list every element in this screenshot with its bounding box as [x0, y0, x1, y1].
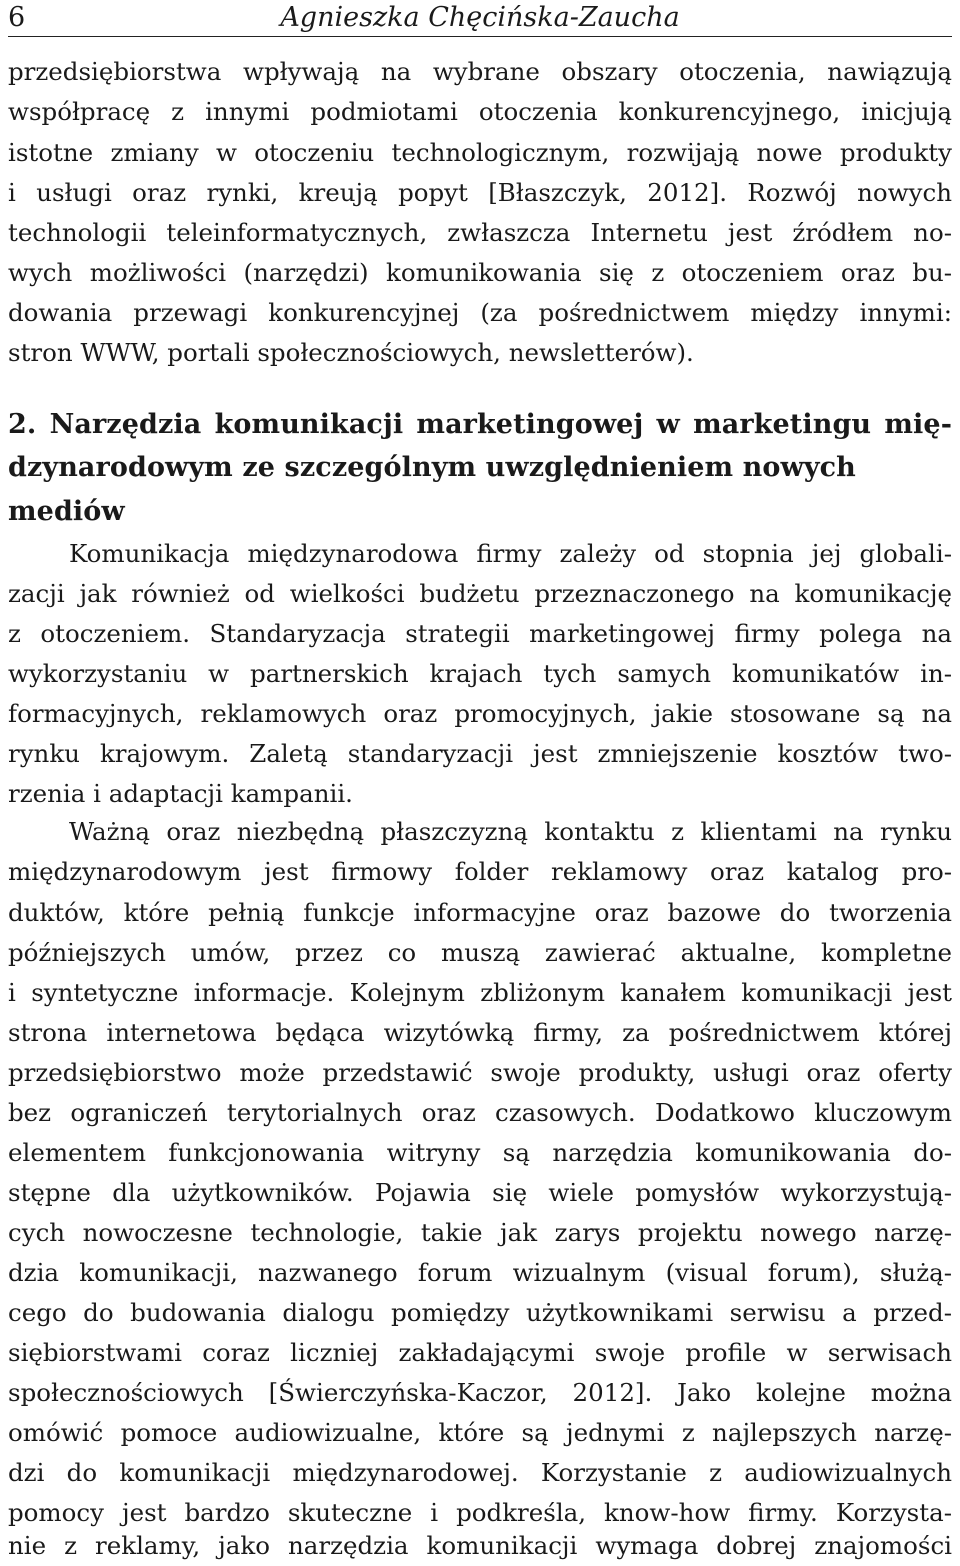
text-line: pomocy jest bardzo skuteczne i podkreśla, know-how firmy. Korzysta- [8, 1498, 952, 1527]
text-line: wykorzystaniu w partnerskich krajach tych samych komunikatów in- [8, 659, 952, 688]
running-header [8, 0, 952, 40]
text-line: cego do budowania dialogu pomiędzy użytkownikami serwisu a przed- [8, 1298, 952, 1327]
heading-line: 2. Narzędzia komunikacji marketingowej w marketingu mię- [8, 409, 952, 440]
text-line: społecznościowych [Świerczyńska-Kaczor, 2012]. Jako kolejne można [8, 1378, 952, 1407]
text-line: elementem funkcjonowania witryny są narzędzia komunikowania do- [8, 1138, 952, 1167]
text-line: wych możliwości (narzędzi) komunikowania się z otoczeniem oraz bu- [8, 258, 952, 287]
text-line: strona internetowa będąca wizytówką firmy, za pośrednictwem której [8, 1018, 952, 1047]
text-line: Komunikacja międzynarodowa firmy zależy od stopnia jej globali- [69, 539, 952, 568]
heading-line: dzynarodowym ze szczególnym uwzględnieniem nowych [8, 452, 856, 483]
text-line: z otoczeniem. Standaryzacja strategii marketingowej firmy polega na [8, 619, 952, 648]
text-line: i usługi oraz rynki, kreują popyt [Błaszczyk, 2012]. Rozwój nowych [8, 178, 952, 207]
page-number: 6 [8, 2, 26, 33]
text-line: stępne dla użytkowników. Pojawia się wiele pomysłów wykorzystują- [8, 1178, 952, 1207]
text-line: przedsiębiorstwa wpływają na wybrane obszary otoczenia, nawiązują [8, 57, 952, 86]
text-line: istotne zmiany w otoczeniu technologicznym, rozwijają nowe produkty [8, 138, 952, 167]
header-rule [8, 36, 952, 37]
text-line: dzi do komunikacji międzynarodowej. Korzystanie z audiowizualnych [8, 1458, 952, 1487]
text-line: współpracę z innymi podmiotami otoczenia konkurencyjnego, inicjują [8, 97, 952, 126]
text-line: dzia komunikacji, nazwanego forum wizualnym (visual forum), służą- [8, 1258, 952, 1287]
text-line: omówić pomoce audiowizualne, które są jednymi z najlepszych narzę- [8, 1418, 952, 1447]
text-line: formacyjnych, reklamowych oraz promocyjnych, jakie stosowane są na [8, 699, 952, 728]
text-line: zacji jak również od wielkości budżetu przeznaczonego na komunikację [8, 579, 952, 608]
text-line: stron WWW, portali społecznościowych, newsletterów). [8, 338, 694, 367]
text-line: duktów, które pełnią funkcje informacyjne oraz bazowe do tworzenia [8, 898, 952, 927]
text-line: Ważną oraz niezbędną płaszczyzną kontaktu z klientami na rynku [69, 817, 952, 846]
heading-line: mediów [8, 496, 125, 527]
running-title: Agnieszka Chęcińska-Zaucha [280, 2, 680, 33]
text-line: przedsiębiorstwo może przedstawić swoje produkty, usługi oraz oferty [8, 1058, 952, 1087]
text-line: bez ograniczeń terytorialnych oraz czasowych. Dodatkowo kluczowym [8, 1098, 952, 1127]
text-line: cych nowoczesne technologie, takie jak zarys projektu nowego narzę- [8, 1218, 952, 1247]
text-line: nie z reklamy, jako narzędzia komunikacji wymaga dobrej znajomości [8, 1531, 952, 1560]
text-line: międzynarodowym jest firmowy folder reklamowy oraz katalog pro- [8, 857, 952, 886]
text-line: technologii teleinformatycznych, zwłaszcza Internetu jest źródłem no- [8, 218, 952, 247]
text-line: rynku krajowym. Zaletą standaryzacji jest zmniejszenie kosztów two- [8, 739, 952, 768]
text-line: siębiorstwami coraz liczniej zakładającymi swoje profile w serwisach [8, 1338, 952, 1367]
text-line: i syntetyczne informacje. Kolejnym zbliżonym kanałem komunikacji jest [8, 978, 952, 1007]
text-line: dowania przewagi konkurencyjnej (za pośrednictwem między innymi: [8, 298, 952, 327]
text-line: rzenia i adaptacji kampanii. [8, 779, 353, 808]
text-line: późniejszych umów, przez co muszą zawierać aktualne, kompletne [8, 938, 952, 967]
